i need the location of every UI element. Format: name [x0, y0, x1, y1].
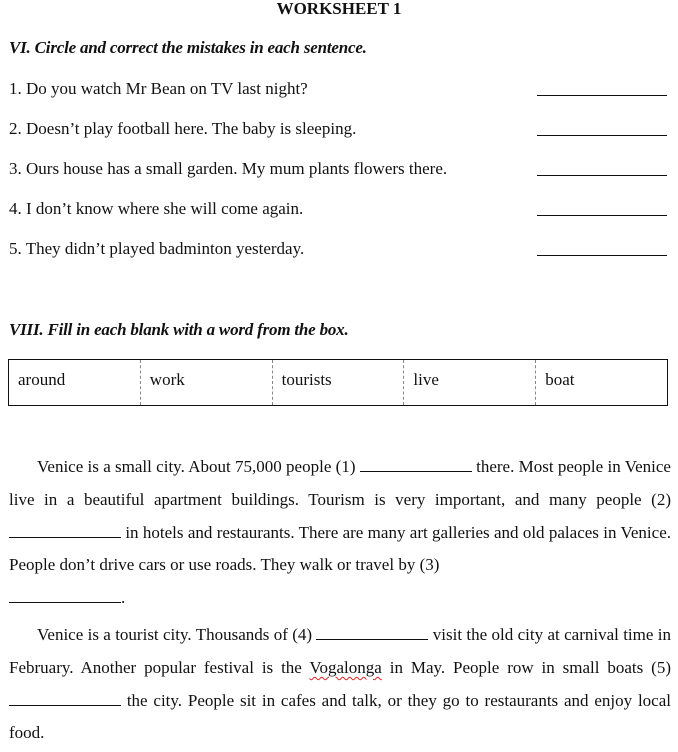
question-4 — [9, 199, 669, 221]
paragraph-text: the city. People sit in cafes and talk, or they go to restaurants and enjoy local food. — [9, 690, 671, 743]
word-box-cell: tourists — [272, 360, 404, 405]
worksheet-title: WORKSHEET 1 — [276, 0, 402, 18]
spellcheck-word[interactable]: Vogalonga — [309, 657, 382, 677]
blank-5[interactable] — [9, 693, 121, 706]
question-2 — [9, 119, 669, 141]
word-box — [8, 359, 668, 406]
question-text: 2. Doesn’t play football here. The baby is sleeping. — [9, 119, 357, 138]
blank-3[interactable] — [9, 590, 121, 603]
paragraph-text: Venice is a small city. About 75,000 people (1) — [37, 457, 360, 476]
answer-line[interactable] — [537, 175, 667, 176]
paragraph-text: . — [121, 588, 126, 608]
section-6-heading: VI. Circle and correct the mistakes in each sentence. — [9, 38, 367, 57]
word-box-cell: live — [403, 360, 535, 405]
question-text: 3. Ours house has a small garden. My mum plants flowers there. — [9, 159, 448, 178]
blank-1[interactable] — [360, 459, 472, 472]
paragraph-2 — [9, 619, 671, 750]
paragraph-text: there. Most people in Venice live in a beautiful apartment buildings. Tourism is very important, and many people (2) — [9, 457, 671, 509]
question-text: 4. I don’t know where she will come again. — [9, 199, 304, 218]
paragraph-text: visit the old city at carnival time in February. Another popular festival is the — [9, 625, 671, 677]
blank-4[interactable] — [316, 627, 428, 640]
answer-line[interactable] — [537, 135, 667, 136]
paragraph-text: in hotels and restaurants. There are many art galleries and old palaces in Venice. People don’t drive cars or use roads. They walk or travel by (3) — [9, 522, 671, 575]
answer-line[interactable] — [537, 215, 667, 216]
answer-line[interactable] — [537, 95, 667, 96]
answer-line[interactable] — [537, 255, 667, 256]
word-box-cell: work — [140, 360, 272, 405]
question-5 — [9, 239, 669, 261]
question-text: 5. They didn’t played badminton yesterday. — [9, 239, 305, 258]
blank-2[interactable] — [9, 525, 121, 538]
question-3 — [9, 159, 669, 181]
paragraph-text: in May. People row in small boats (5) — [381, 657, 671, 677]
word-box-cell: around — [18, 370, 66, 389]
question-text: 1. Do you watch Mr Bean on TV last night? — [9, 79, 308, 98]
section-8-heading: VIII. Fill in each blank with a word from the box. — [9, 320, 349, 339]
question-1 — [9, 79, 669, 101]
word-box-cell: boat — [535, 360, 667, 405]
paragraph-text: Venice is a tourist city. Thousands of (4) — [37, 625, 317, 644]
paragraph-1 — [9, 451, 671, 615]
